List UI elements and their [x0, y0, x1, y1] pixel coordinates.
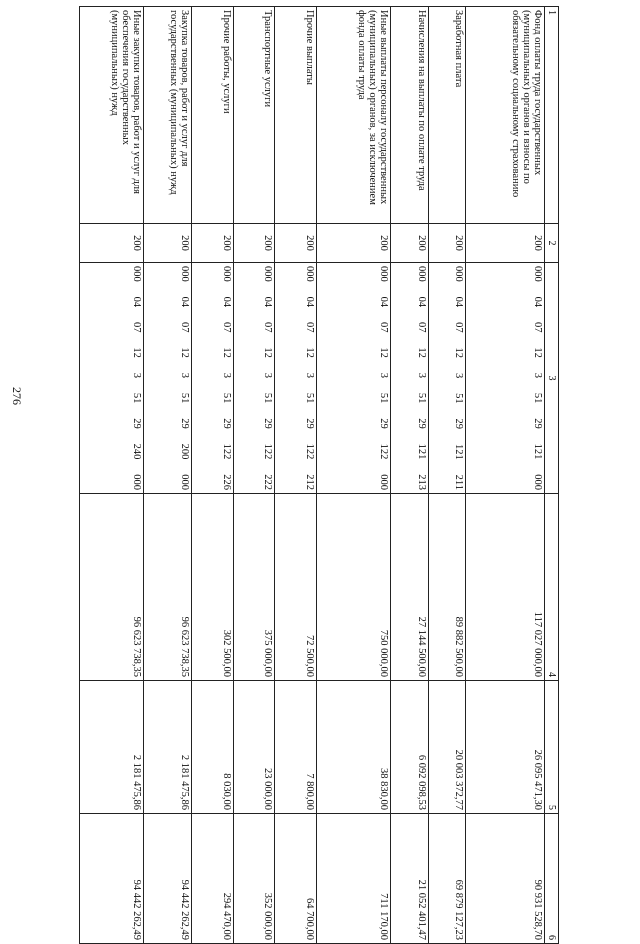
budget-code-part: 04: [378, 296, 390, 308]
header-row: [545, 7, 559, 944]
budget-code-part: 07: [220, 322, 232, 333]
table-row: [144, 7, 192, 944]
budget-code-part: 12: [415, 347, 427, 358]
budget-code-part: 3: [262, 372, 274, 378]
budget-code-part: 000: [220, 266, 232, 282]
row-unexecuted: 711 170,00: [316, 814, 391, 944]
table-row: [275, 7, 317, 944]
budget-code-part: 51: [303, 392, 315, 404]
budget-code-part: 3: [303, 372, 315, 378]
budget-code-part: 51: [262, 392, 274, 404]
budget-code-part: 29: [453, 418, 465, 430]
budget-code-part: 000: [179, 266, 191, 282]
budget-code-parts: [131, 266, 142, 490]
budget-code-part: 000: [179, 474, 191, 490]
budget-code-part: 000: [131, 266, 143, 282]
row-executed: 23 000,00: [233, 681, 275, 814]
budget-code-part: 000: [131, 474, 143, 490]
budget-code-part: 51: [453, 393, 465, 404]
budget-code-parts: [416, 266, 427, 490]
row-name: Транспортные услуги: [233, 7, 275, 224]
budget-code-parts: [179, 266, 190, 490]
col-header-3: 3: [545, 263, 559, 494]
row-approved: 27 144 500,00: [391, 494, 428, 681]
budget-code-part: 3: [378, 372, 390, 378]
row-name: Прочие работы, услуги: [192, 7, 234, 224]
row-line-code: 200: [316, 224, 391, 263]
row-unexecuted: 69 879 127,23: [428, 814, 465, 944]
budget-code-part: 04: [220, 296, 232, 308]
table-row: [192, 7, 234, 944]
budget-code-parts: [262, 266, 273, 490]
budget-code-part: 240: [131, 443, 143, 460]
row-budget-code: [428, 263, 465, 494]
budget-code-part: 213: [415, 474, 427, 490]
table-row: [80, 7, 144, 944]
budget-code-part: 04: [532, 296, 543, 308]
row-budget-code: [144, 263, 192, 494]
row-unexecuted: 90 931 528,70: [466, 814, 545, 944]
budget-code-part: 07: [131, 322, 143, 333]
table-row: [466, 7, 545, 944]
row-approved: 89 882 500,00: [428, 494, 465, 681]
row-budget-code: [466, 263, 545, 494]
budget-code-parts: [221, 266, 232, 490]
row-name: Прочие выплаты: [275, 7, 317, 224]
row-unexecuted: 94 442 262,49: [80, 814, 144, 944]
row-executed: 20 003 372,77: [428, 681, 465, 814]
budget-code-part: 07: [532, 322, 543, 333]
budget-code-part: 51: [415, 392, 427, 404]
table-row: [391, 7, 428, 944]
budget-code-part: 29: [262, 418, 274, 429]
budget-code-part: 000: [532, 266, 543, 282]
table-wrapper: [79, 6, 559, 940]
table-row: [316, 7, 391, 944]
row-approved: 750 000,00: [316, 494, 391, 681]
row-approved: 375 000,00: [233, 494, 275, 681]
budget-code-parts: [304, 266, 315, 490]
budget-code-part: 226: [220, 474, 232, 490]
row-unexecuted: 64 700,00: [275, 814, 317, 944]
row-budget-code: [192, 263, 234, 494]
table-body: [80, 7, 545, 944]
budget-code-part: 000: [415, 266, 427, 282]
budget-code-part: 07: [179, 322, 191, 333]
budget-code-parts: [378, 266, 389, 490]
row-line-code: 200: [428, 224, 465, 263]
row-approved: 96 623 738,35: [144, 494, 192, 681]
budget-code-part: 12: [532, 347, 543, 358]
budget-code-part: 3: [415, 372, 427, 378]
row-budget-code: [233, 263, 275, 494]
budget-code-part: 222: [262, 474, 274, 490]
budget-code-part: 000: [303, 266, 315, 282]
row-executed: 6 092 098,53: [391, 681, 428, 814]
row-executed: 8 030,00: [192, 681, 234, 814]
budget-code-part: 12: [453, 347, 465, 359]
row-unexecuted: 94 442 262,49: [144, 814, 192, 944]
budget-code-parts: [453, 266, 464, 490]
budget-code-part: 121: [415, 443, 427, 460]
page-number: 276: [10, 387, 24, 405]
row-budget-code: [275, 263, 317, 494]
row-name: Иные закупки товаров, работ и услуг для обеспечения государственных (муниципальных) нужд: [80, 7, 144, 224]
budget-code-part: 3: [453, 372, 465, 379]
row-approved: 96 623 738,35: [80, 494, 144, 681]
row-name: Начисления на выплаты по оплате труда: [391, 7, 428, 224]
budget-code-part: 51: [532, 392, 543, 404]
budget-code-part: 29: [532, 418, 543, 429]
row-line-code: 200: [466, 224, 545, 263]
budget-code-part: 122: [303, 443, 315, 460]
budget-code-part: 211: [453, 474, 465, 490]
budget-code-part: 3: [220, 372, 232, 378]
budget-code-part: 51: [179, 392, 191, 404]
budget-code-part: 000: [378, 266, 390, 282]
budget-code-part: 12: [303, 347, 315, 358]
table-row: [428, 7, 465, 944]
row-budget-code: [391, 263, 428, 494]
budget-code-part: 3: [532, 372, 543, 378]
rotated-page: [79, 6, 559, 940]
budget-code-part: 04: [453, 296, 465, 308]
row-executed: 26 095 471,30: [466, 681, 545, 814]
budget-code-part: 12: [378, 347, 390, 358]
budget-code-part: 29: [378, 418, 390, 429]
row-line-code: 200: [233, 224, 275, 263]
row-unexecuted: 294 470,00: [192, 814, 234, 944]
budget-code-part: 04: [415, 296, 427, 308]
row-line-code: 200: [275, 224, 317, 263]
row-line-code: 200: [80, 224, 144, 263]
budget-code-part: 04: [179, 296, 191, 308]
budget-code-part: 3: [179, 372, 191, 378]
budget-code-part: 3: [131, 372, 143, 378]
row-unexecuted: 352 000,00: [233, 814, 275, 944]
budget-code-part: 122: [262, 443, 274, 460]
col-header-1: 1: [545, 7, 559, 224]
budget-code-part: 04: [131, 296, 143, 308]
budget-code-part: 121: [532, 443, 543, 460]
col-header-5: 5: [545, 681, 559, 814]
col-header-4: 4: [545, 494, 559, 681]
budget-code-part: 04: [262, 296, 274, 308]
budget-code-part: 12: [131, 347, 143, 358]
row-line-code: 200: [391, 224, 428, 263]
row-executed: 2 181 475,86: [144, 681, 192, 814]
row-executed: 38 830,00: [316, 681, 391, 814]
row-name: Фонд оплаты труда государственных (муниципальных) органов и взносы по обязательному социальному страхованию: [466, 7, 545, 224]
budget-code-part: 000: [262, 266, 274, 282]
col-header-6: 6: [545, 814, 559, 944]
budget-code-part: 51: [378, 392, 390, 404]
row-approved: 72 500,00: [275, 494, 317, 681]
row-name: Закупка товаров, работ и услуг для государственных (муниципальных) нужд: [144, 7, 192, 224]
budget-table: [79, 6, 559, 944]
budget-code-part: 29: [303, 418, 315, 429]
row-executed: 2 181 475,86: [80, 681, 144, 814]
row-line-code: 200: [192, 224, 234, 263]
col-header-2: 2: [545, 224, 559, 263]
table-row: [233, 7, 275, 944]
budget-code-part: 29: [131, 418, 143, 429]
budget-code-part: 12: [262, 347, 274, 358]
budget-code-part: 121: [453, 443, 465, 460]
row-approved: 302 500,00: [192, 494, 234, 681]
budget-code-part: 200: [179, 443, 191, 460]
budget-code-part: 000: [453, 266, 465, 282]
budget-code-part: 07: [415, 322, 427, 333]
row-name: Заработная плата: [428, 7, 465, 224]
budget-code-part: 122: [378, 443, 390, 460]
budget-code-part: 51: [220, 392, 232, 404]
budget-code-part: 12: [220, 347, 232, 358]
budget-code-part: 29: [179, 418, 191, 429]
budget-code-part: 29: [220, 418, 232, 429]
row-budget-code: [80, 263, 144, 494]
budget-code-part: 000: [532, 474, 543, 490]
budget-code-part: 000: [378, 474, 390, 490]
budget-code-part: 07: [453, 322, 465, 333]
budget-code-part: 212: [303, 474, 315, 490]
row-budget-code: [316, 263, 391, 494]
budget-code-part: 51: [131, 392, 143, 404]
row-unexecuted: 21 052 401,47: [391, 814, 428, 944]
row-approved: 117 027 000,00: [466, 494, 545, 681]
budget-code-part: 29: [415, 418, 427, 429]
budget-code-part: 122: [220, 443, 232, 460]
row-executed: 7 800,00: [275, 681, 317, 814]
budget-code-part: 04: [303, 296, 315, 308]
row-name: Иные выплаты персоналу государственных (муниципальных) органов, за исключением фонда оплаты труда: [316, 7, 391, 224]
budget-code-part: 07: [262, 322, 274, 333]
row-line-code: 200: [144, 224, 192, 263]
budget-code-part: 12: [179, 347, 191, 358]
budget-code-part: 07: [303, 322, 315, 333]
budget-code-part: 07: [378, 322, 390, 333]
budget-code-parts: [532, 266, 543, 490]
